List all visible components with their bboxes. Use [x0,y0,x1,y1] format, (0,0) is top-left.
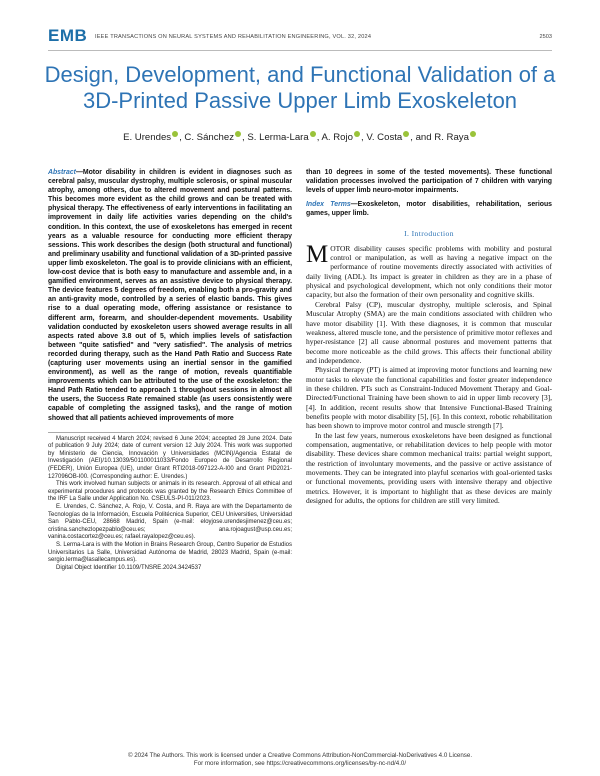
orcid-icon[interactable] [310,131,316,137]
index-terms-label: Index Terms [306,201,351,209]
left-column [48,168,292,572]
doi-footnote[interactable]: Digital Object Identifier 10.1109/TNSRE.2024.3424537 [56,564,202,571]
orcid-icon[interactable] [403,131,409,137]
license-footer [40,752,560,769]
footnote-divider [48,432,292,433]
author-name: A. Rojo [321,132,353,143]
page-header [48,24,552,48]
footnote: S. Lerma-Lara is with the Motion in Brains Research Group, Centro Superior de Estudios Universitarios La Salle, Universidad Autónoma de Madrid, 28023 Madrid, Spain (e-mail: sergio.lerma@lasallecampus.es). [48,541,292,564]
introduction-body [306,240,552,506]
orcid-icon[interactable] [470,131,476,137]
right-column [306,168,552,505]
abstract: Abstract—Motor disability in children is evident in diagnoses such as cerebral palsy, muscular dystrophy, multiple sclerosis, or spinal muscular atrophy, among others, due to altered movement and postural patterns. This becomes more evident as the child grows and can be treated with physical therapy. The effectiveness of early interventions in facilitating an improvement in daily life activities varies depending on the child's condition. In this context, the use of exoskeletons has emerged in recent years as a valuable resource for conducting more efficient therapy sessions. This work describes the design (both structural and functional) and preliminary usability and functional validation of a 3D-printed passive upper limb exoskeleton. The goal is to provide clinicians with an efficient, low-cost device that is both easy to manufacture and assemble and, in a gamified environment, serves as an assistive device to physical therapy. The device features 5 degrees of freedom, enabling both a pro-gravity and an anti-gravity mode, controlled by a series of elastic bands. This gives rise to a dual operating mode, offering assistance or resistance to different arm, forearm, and shoulder-dependent movements. Usability validation conducted by exoskeleton users showed average results in all aspects rated above 3.8 out of 5, which implies levels of satisfaction between "quite satisfied" and "very satisfied". The analysis of metrics recorded during therapy, such as the Hand Path Ratio and Success Rate (capturing user movements using an inertial sensor in the gamified environment), as well as the range of motion, reveals quantifiable improvements which can be attributed to the use of the exoskeleton: the Hand Path Ratio tended to approach 1 throughout sessions in almost all the users, the Success Rate remained stable (as users consistently were capable of completing the assigned tasks), and the range of motion showed that all patients achieved improvements of more [48,169,292,422]
paragraph: Physical therapy (PT) is aimed at improving motor functions and learning new motor tasks to elevate the functional capabilities and foster greater independence in these children. PTs such as Constraint-Induced Movement Therapy and Goal-Directed/Functional Training have been shown to aid in upper limb recovery [3], [4]. In addition, recent results show that Intensive Functional-Based Training benefits people with motor disability [5], [6]. In this context, robotic rehabilitation has been shown to improve motor control and muscle strength [7]. [306,365,552,431]
license-line: © 2024 The Authors. This work is licensed under a Creative Commons Attribution-NonCommercial-NoDerivatives 4.0 License. [127,752,473,759]
abstract-continuation: than 10 degrees in some of the tested movements). These functional validation processes involved the participation of 7 children with varying levels of upper limb neuro-motor impairments. [306,169,552,195]
page-number: 2503 [539,34,552,40]
abstract-text: Motor disability in children is evident in diagnoses such as cerebral palsy, muscular dystrophy, multiple sclerosis, or spinal muscular atrophy, among others, due to altered movement and postural patterns. This becomes more evident as the child grows and can be treated with physical therapy. The effectiveness of early interventions in facilitating an improvement in daily life activities varies depending on the child's condition. In this context, the use of exoskeletons has emerged in recent years as a valuable resource for conducting more efficient therapy sessions. This work describes the design (both structural and functional) and preliminary usability and functional validation of a 3D-printed passive upper limb exoskeleton. The goal is to provide clinicians with an efficient, low-cost device that is both easy to manufacture and assemble and, in a gamified environment, serves as an assistive device to physical therapy. The device features 5 degrees of freedom, enabling both a pro-gravity and an anti-gravity mode, controlled by a series of elastic bands. This gives rise to a dual operating mode, offering assistance or resistance to different arm, forearm, and shoulder-dependent movements. Usability validation conducted by exoskeleton users showed average results in all aspects rated above 3.8 out of 5, which implies levels of satisfaction between "quite satisfied" and "very satisfied". The analysis of metrics recorded during therapy, such as the Hand Path Ratio and Success Rate (capturing user movements using an inertial sensor in the gamified environment), as well as the range of motion, reveals quantifiable improvements which can be attributed to the use of the exoskeleton: the Hand Path Ratio tended to approach 1 throughout sessions in almost all the users, the Success Rate remained stable (as users consistently were capable of completing the assigned tasks), and the range of motion showed that all patients achieved improvements of more [48,169,292,422]
paragraph: Cerebral Palsy (CP), muscular dystrophy, multiple sclerosis, and Spinal Muscular Atrophy (SMA) are the main conditions associated with children who have motor disability [1]. With these diagnoses, it is common that muscular weakness, altered muscle tone, and the persistence of primitive motor reflexes and hyper-resistance [2] all cause abnormal postures and movement patterns that become more noticeable as the child grows. This affects their functional ability and independence. [306,299,552,365]
paper-title: Design, Development, and Functional Validation of a 3D-Printed Passive Upper Limb Exoskeleton [44,62,556,113]
index-terms-text: Exoskeleton, motor disabilities, rehabilitation, serious games, upper limb. [306,201,552,218]
paragraph: In the last few years, numerous exoskeletons have been designed as functional compensation, augmentative, or rehabilitation devices to help people with motor disability. These devices share common mechanical traits: partial weight support, the restriction of involuntary movements, and the passive or active assistance of movements. They can be integrated into playful scenarios with goal-oriented tasks or functional movements, providing users with intensive therapy and objective metrics. However, it is important to highlight that as these devices are mainly designed for adults, the options for children are still very limited. [306,430,552,506]
section-heading-introduction: I. Introduction [404,229,454,239]
footnotes [48,436,292,573]
author-list: E. Urendes , C. Sánchez , S. Lerma-Lara , A. Rojo , V. Costa , and R. Raya [40,131,560,143]
orcid-icon[interactable] [354,131,360,137]
footnote: This work involved human subjects or animals in its research. Approval of all ethical and experimental procedures and protocols was granted by the Research Ethics Committee of the IRF La Salle under Application No. CSEULS-PI-011/2023. [48,481,292,503]
author-name: V. Costa [366,132,403,143]
orcid-icon[interactable] [172,131,178,137]
journal-name: IEEE TRANSACTIONS ON NEURAL SYSTEMS AND REHABILITATION ENGINEERING, VOL. 32, 2024 [95,34,372,40]
author-name: E. Urendes [123,132,172,143]
header-divider [48,50,552,51]
author-name: R. Raya [434,132,469,143]
author-name: S. Lerma-Lara [247,132,309,143]
paragraph: MOTOR disability causes specific problems with mobility and postural control or manipulation, as well as having a negative impact on the performance of routine movements directly associated with activities of daily living (ADL). Its impact is greater in children as they are in a phase of physical and psychological development, which not only conditions their motor capacity, but also the formation of their own personality and cognitive skills. [306,240,552,300]
footnote: Manuscript received 4 March 2024; revised 6 June 2024; accepted 28 June 2024. Date of publication 9 July 2024; date of current version 12 July 2024. This work was supported by Ministerio de Ciencia, Innovación y Universidades (MCIN)/Agencia Estatal de Investigación (AEI)/10.13039/501100011033/Fondo Europeo de Desarrollo Regional (FEDER), Unión Europea (UE), under Grant RTI2018-097122-A-I00 and Grant PID2021-127096OB-I00. (Corresponding author: E. Urendes.) [48,435,292,480]
abstract-label: Abstract [48,169,76,176]
index-terms: Index Terms—Exoskeleton, motor disabilities, rehabilitation, serious games, upper limb. [306,201,552,218]
license-link[interactable]: For more information, see https://creativecommons.org/licenses/by-nc-nd/4.0/ [193,760,407,768]
footnote: E. Urendes, C. Sánchez, A. Rojo, V. Costa, and R. Raya are with the Departamento de Tecnologías de la Información, Escuela Politécnica Superior, CEU Universities, Universidad San Pablo-CEU, 28668 Madrid, Spain (e-mail: eloyjose.urendesjimenez@ceu.es; cristina.sanchezlopezpablo@ceu.es; ana.rojoagust@usp.ceu.es; vanina.costacortez@ceu.es; rafael.rayalopez@ceu.es). [48,503,292,541]
orcid-icon[interactable] [235,131,241,137]
emb-logo: EMB [48,26,88,45]
author-name: C. Sánchez [184,132,235,143]
drop-cap: M [306,240,329,268]
